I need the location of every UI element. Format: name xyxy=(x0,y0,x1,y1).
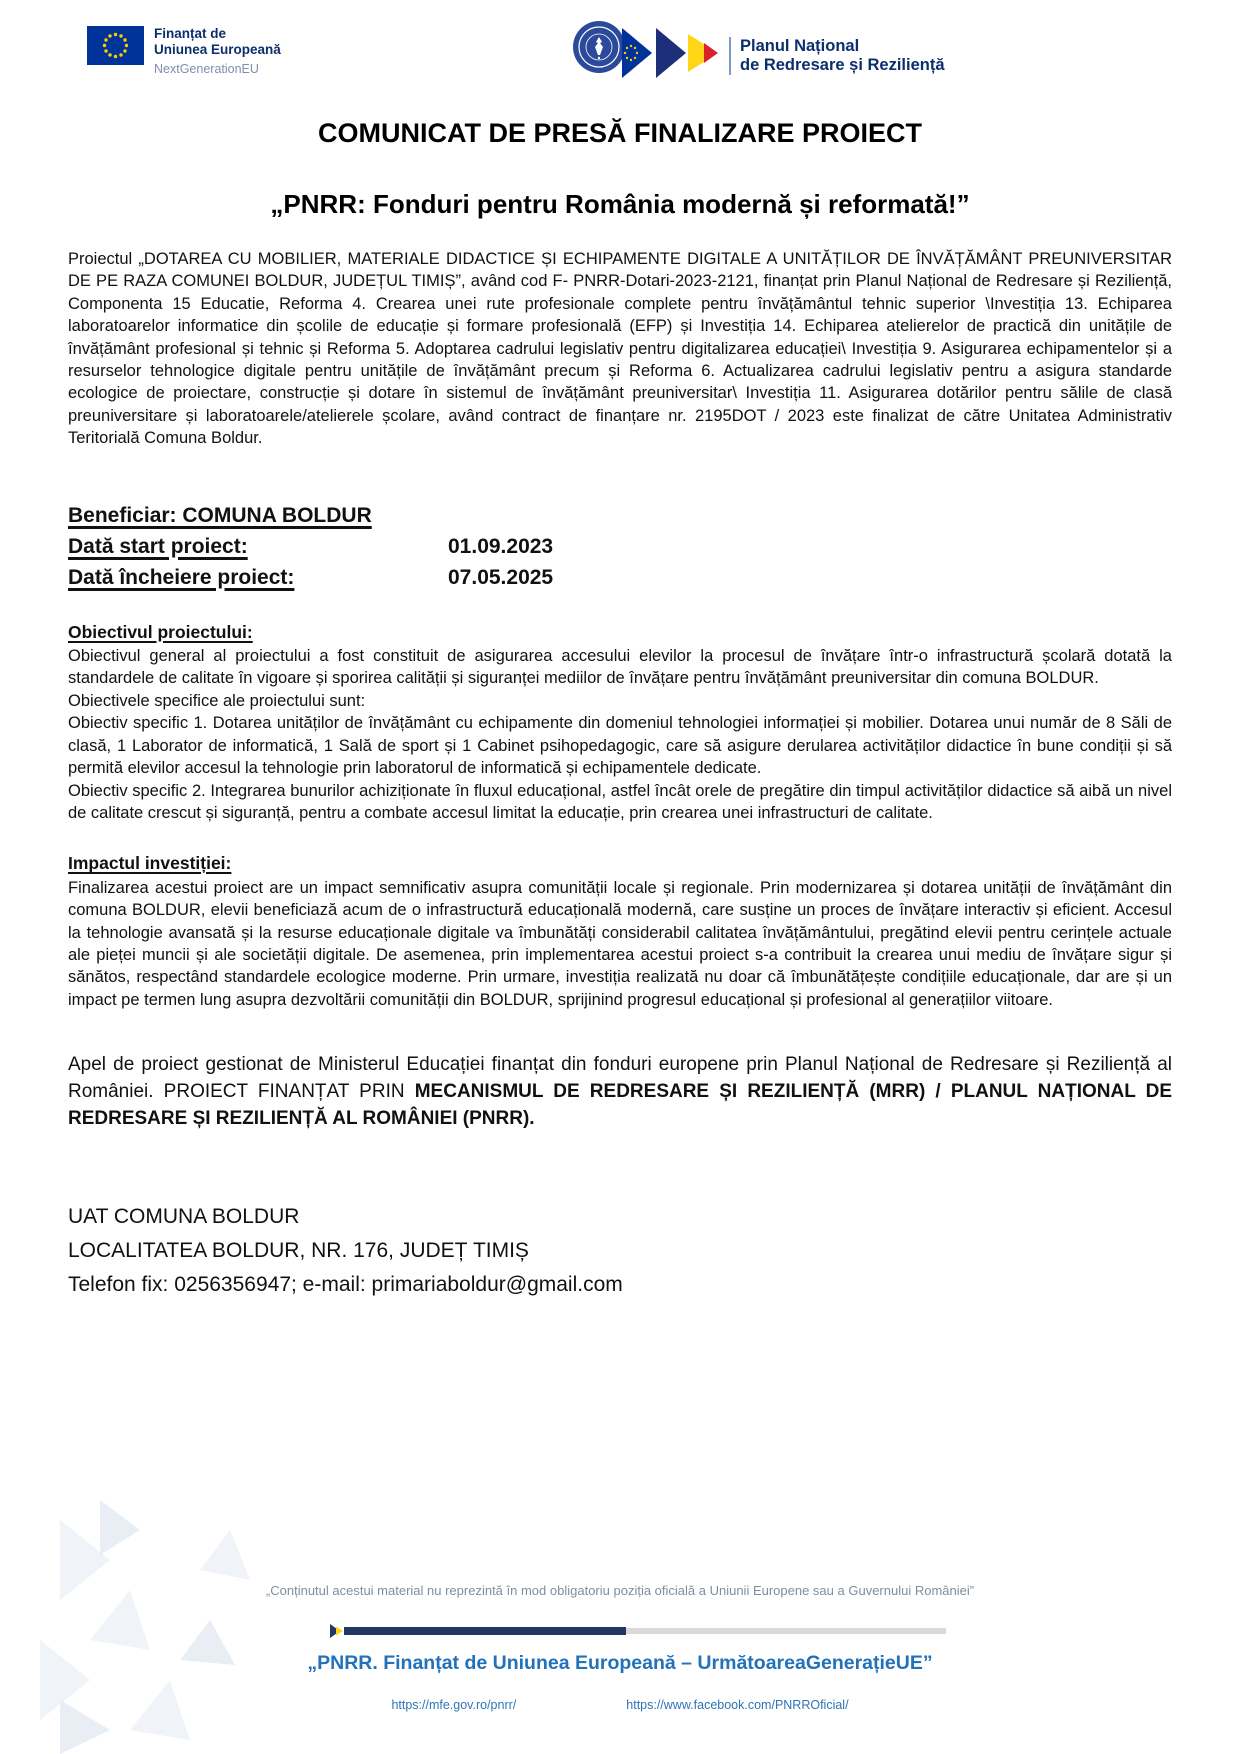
start-date-row xyxy=(68,531,1172,562)
funding-text-regular: Apel de proiect gestionat de Ministerul Educației finanțat din fonduri europene prin Planul Național de Redresare și Reziliență al României. PROIECT FINANȚAT PRIN xyxy=(68,1054,1172,1103)
pnrr-logo-text xyxy=(729,37,945,75)
eu-funding-text xyxy=(154,26,281,77)
project-facts xyxy=(68,500,1172,593)
eu-funding-line1: Finanțat de xyxy=(154,26,227,41)
contact-block xyxy=(68,1200,1172,1302)
pnrr-logo-line1: Planul Național xyxy=(740,36,860,55)
eu-funding-logo xyxy=(87,26,281,77)
eu-funding-line2: Uniunea Europeană xyxy=(154,42,281,57)
start-date-label: Dată start proiect: xyxy=(68,534,248,558)
objective-specific-2: Obiectiv specific 2. Integrarea bunurilor achiziționate în fluxul educațional, astfel încât orele de pregătire din timpul activităților didactice să aibă un nivel de calitate crescut și siguranță, pentru a combate accesul limitat la educație, prin crearea unei infrastructuri de calitate. xyxy=(68,781,1172,822)
objectives-specific-intro: Obiectivele specifice ale proiectului sunt: xyxy=(68,691,366,710)
objectives-heading: Obiectivul proiectului: xyxy=(68,621,253,642)
footer-disclaimer: „Conținutul acestui material nu reprezintă în mod obligatoriu poziția oficială a Uniunii Europene sau a Guvernului României” xyxy=(265,1583,975,1598)
footer-divider-bar xyxy=(330,1624,946,1638)
government-of-romania-seal xyxy=(572,20,626,79)
next-generation-eu-label: NextGenerationEU xyxy=(154,62,259,76)
impact-section xyxy=(68,852,1172,1011)
facebook-pnrr-link[interactable]: https://www.facebook.com/PNRROficial/ xyxy=(626,1698,849,1712)
funding-statement xyxy=(68,1051,1172,1132)
document-title: COMUNICAT DE PRESĂ FINALIZARE PROIECT xyxy=(317,118,922,148)
footer-pnrr-tagline: „PNRR. Finanțat de Uniunea Europeană – UrmătoareaGenerațieUE” xyxy=(307,1652,933,1674)
intro-paragraph: Proiectul „DOTAREA CU MOBILIER, MATERIALE DIDACTICE ȘI ECHIPAMENTE DIGITALE A UNITĂȚILOR DE ÎNVĂȚĂMÂNT PREUNIVERSITAR DE PE RAZA COMUNEI BOLDUR, JUDEȚUL TIMIȘ”, având cod F- PNRR-Dotari-2023-2121, finanțat prin Planul Național de Redresare și Reziliență, Componenta 15 Educatie, Reforma 4. Crearea unei rute profesionale complete pentru învățământul tehnic superior \Investiția 13. Echiparea laboratoarelor informatice din școlile de educație și formare profesională (EFP) și Investiția 14. Echiparea atelierelor de practică din unitățile de învățământ profesional și tehnic și Reforma 5. Adoptarea cadrului legislativ pentru digitalizarea educației\ Investiția 9. Asigurarea echipamentelor și a resurselor tehnologice digitale pentru unitățile de învățământ precum și Reforma 6. Actualizarea cadrului legislativ pentru a asigura standarde ecologice de proiectare, construcție și dotare în sistemul de învățământ preuniversitar\ Investiția 11. Asigurarea dotărilor pentru sălile de clasă preuniversitare și laboratoarele/atelierele școlare, având contract de finanțare nr. 2195DOT / 2023 este finalizat de către Unitatea Administrativ Teritorială Comuna Boldur. xyxy=(68,250,1172,448)
eu-flag-icon xyxy=(87,26,144,77)
objectives-section xyxy=(68,621,1172,825)
end-date-value: 07.05.2025 xyxy=(448,565,554,589)
start-date-value: 01.09.2023 xyxy=(448,534,554,558)
footer-bar-gray-segment xyxy=(626,1628,946,1634)
impact-paragraph: Finalizarea acestui proiect are un impact semnificativ asupra comunității locale și regionale. Prin modernizarea și dotarea unității de învățământ din comuna BOLDUR, elevii beneficiază acum de o infrastructură educațională modernă, care susține un proces de învățare interactiv și eficient. Accesul la tehnologie avansată și la resurse educaționale digitale va îmbunătăți considerabil calitatea învățământului, pregătind elevii pentru cerințele actuale ale pieței muncii și ale societății digitale. De asemenea, prin implementarea acestui proiect s-a contribuit la crearea unui mediu de învățare sigur și sănătos, respectând standardele ecologice moderne. Prin urmare, investiția realizată nu doar că îmbunătățește condițiile educaționale, dar are și un impact pe termen lung asupra dezvoltării comunității din BOLDUR, sprijinind progresul educațional și profesional al generațiilor viitoare. xyxy=(68,878,1172,1009)
footer-links xyxy=(0,1698,1240,1712)
beneficiary-row xyxy=(68,500,1172,531)
logo-header xyxy=(0,18,1240,106)
footer-bar-navy-segment xyxy=(344,1627,626,1635)
funding-text-bold: MECANISMUL DE REDRESARE ȘI REZILIENȚĂ (MRR) / PLANUL NAȚIONAL DE REDRESARE ȘI REZILIENȚĂ AL ROMÂNIEI (PNRR). xyxy=(68,1081,1172,1130)
mfe-gov-link[interactable]: https://mfe.gov.ro/pnrr/ xyxy=(391,1698,517,1712)
contact-phone-email: Telefon fix: 0256356947; e-mail: primariaboldur@gmail.com xyxy=(68,1273,623,1297)
end-date-label: Dată încheiere proiect: xyxy=(68,565,295,589)
impact-heading: Impactul investiției: xyxy=(68,853,232,874)
objectives-general: Obiectivul general al proiectului a fost constituit de asigurarea accesului elevilor la procesul de învățare într-o infrastructură școlară dotată la standardele de calitate în vigoare și sporirea calității și siguranței mediilor de învățare pentru învățământ preuniversitar din comuna BOLDUR. xyxy=(68,647,1172,688)
document-subtitle: „PNRR: Fonduri pentru România modernă și reformată!” xyxy=(270,189,970,219)
beneficiary-value: Beneficiar: COMUNA BOLDUR xyxy=(68,503,372,527)
end-date-row xyxy=(68,562,1172,593)
contact-address: LOCALITATEA BOLDUR, NR. 176, JUDEȚ TIMIȘ xyxy=(68,1239,529,1263)
pnrr-logo-line2: de Redresare și Reziliență xyxy=(740,55,945,74)
pnrr-chevrons-icon xyxy=(620,26,720,85)
pnrr-logo xyxy=(620,26,945,85)
contact-entity: UAT COMUNA BOLDUR xyxy=(68,1205,300,1229)
objective-specific-1: Obiectiv specific 1. Dotarea unităților de învățământ cu echipamente din domeniul tehnologiei informației și mobilier. Dotarea unui număr de 8 Săli de clasă, 1 Laborator de informatică, 1 Sală de sport și 1 Cabinet psihopedagogic, care să asigure derularea activităților didactice în bune condiții și să permită elevilor accesul la tehnologie prin laboratorul de informatică și echipamentele dedicate. xyxy=(68,714,1172,778)
